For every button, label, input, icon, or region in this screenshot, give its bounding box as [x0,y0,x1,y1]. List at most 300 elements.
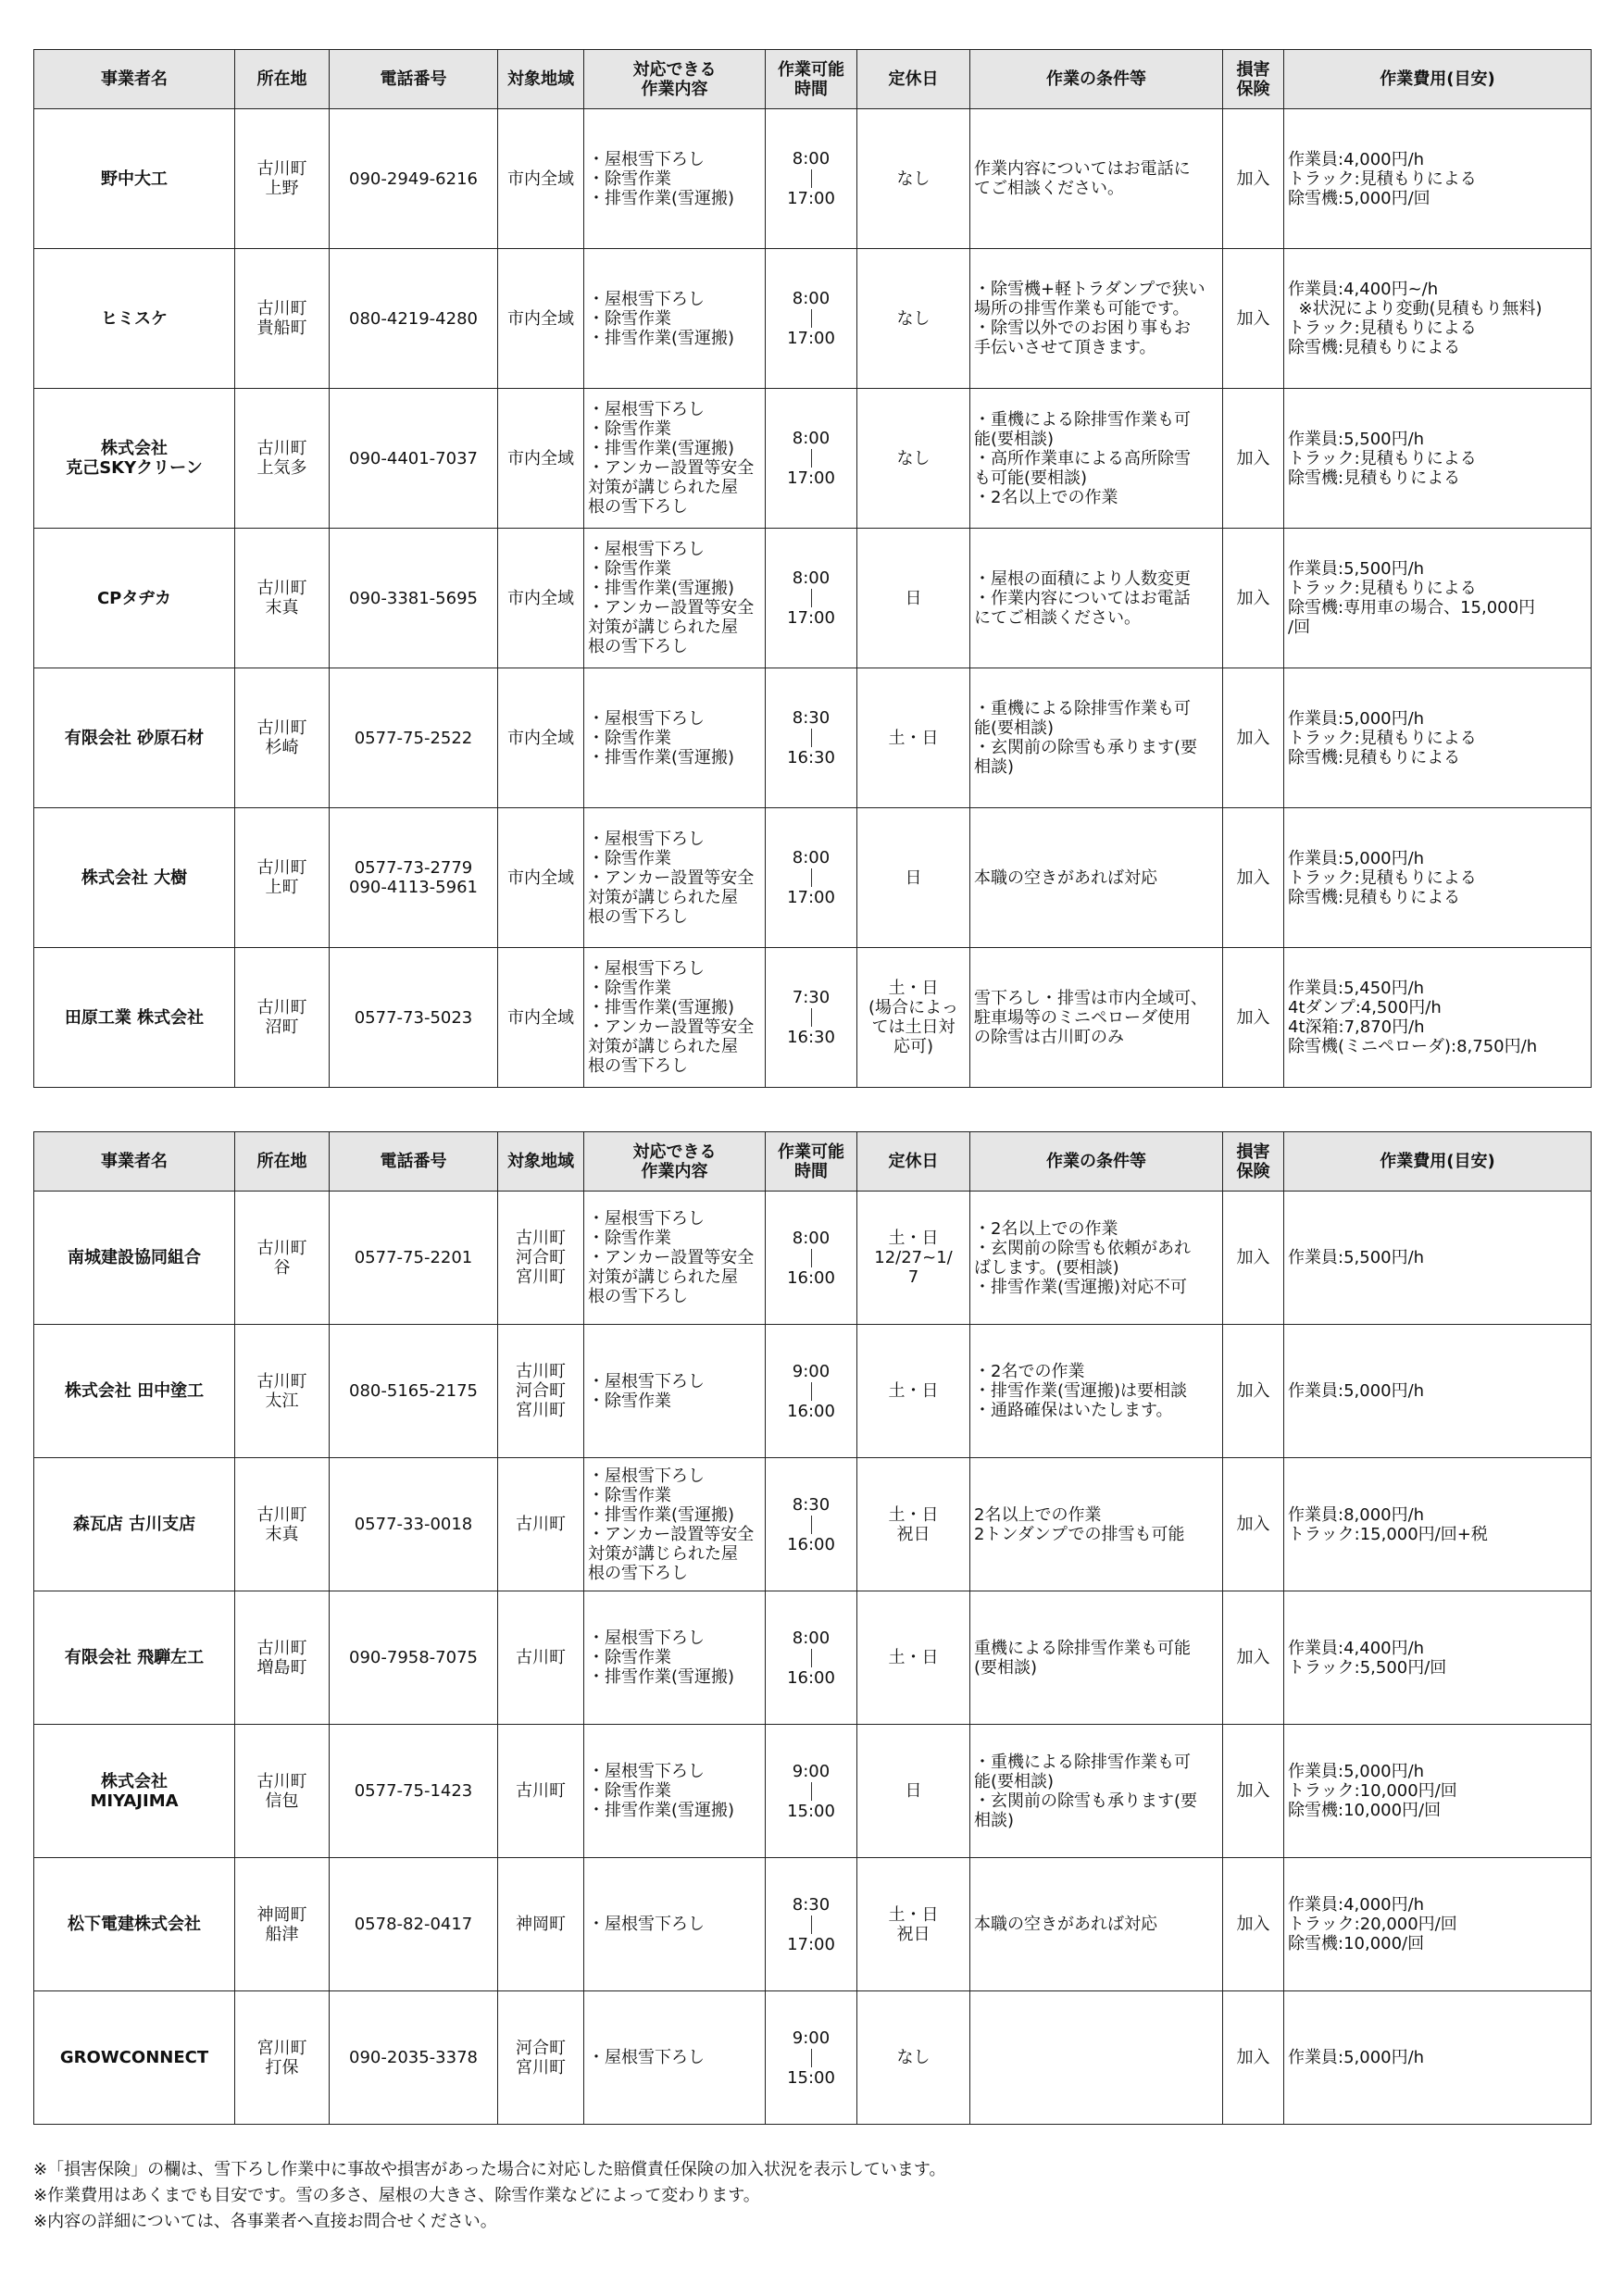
work-content [584,1725,766,1858]
working-hours [766,1458,857,1591]
header-holiday: 定休日 [857,50,970,109]
table-row [34,1591,1592,1725]
phone-number-line: 080-4219-4280 [349,308,478,329]
cost-estimate-line: トラック:5,500円/回 [1288,1657,1447,1678]
work-content [584,529,766,668]
business-name [34,249,235,389]
conditions-line: ・屋根の面積により人数変更 [974,568,1191,589]
hours-separator [811,309,812,328]
work-content-line: ・除雪作業 [588,728,671,748]
phone-number [330,808,498,948]
business-name [34,948,235,1088]
location-line: 宮川町 [256,2038,307,2058]
hours-end: 17:00 [787,608,835,628]
footnote: ※作業費用はあくまでも目安です。雪の多さ、屋根の大きさ、除雪作業などによって変わります。 [33,2186,760,2205]
work-content-line: ・アンカー設置等安全 [588,458,755,478]
service-area [498,109,584,249]
cost-estimate-line: ※状況により変動(見積もり無料) [1288,299,1543,318]
work-content-line: 根の雪下ろし [588,1563,688,1583]
header-conditions: 作業の条件等 [970,50,1223,109]
hours-separator [811,169,812,188]
work-content-line: 対策が講じられた屋 [588,1037,738,1056]
service-area [498,1725,584,1858]
location-line: 古川町 [256,1638,307,1658]
table-row [34,1458,1592,1591]
work-content-line: ・除雪作業 [588,419,671,439]
holiday-line: 日 [905,867,922,888]
cost-estimate-line: 除雪機(ミニペローダ):8,750円/h [1288,1037,1538,1056]
working-hours [766,529,857,668]
location [235,1991,330,2125]
hours-separator [811,1516,812,1534]
cost-estimate-line: 除雪機:5,000円/回 [1288,188,1430,208]
working-hours [766,1858,857,1991]
cost-estimate [1284,948,1592,1088]
header-location: 所在地 [235,50,330,109]
working-hours [766,109,857,249]
hours-end: 16:00 [787,1534,835,1554]
location-line: 末真 [265,598,299,618]
service-area-line: 宮川町 [516,2057,566,2078]
phone-number-line: 0577-73-5023 [354,1007,473,1028]
business-name [34,668,235,808]
hours-separator [811,449,812,468]
insurance-status: 加入 [1223,529,1284,668]
business-name [34,1858,235,1991]
working-hours [766,249,857,389]
cost-estimate-line: 作業員:5,000円/h [1288,2048,1425,2067]
hours-end: 16:30 [787,748,835,767]
hours-start: 9:00 [792,1761,831,1781]
cost-estimate [1284,109,1592,249]
business-name-line: 株式会社 [101,439,168,458]
phone-number-line: 0577-33-0018 [354,1515,473,1534]
cost-estimate-line: トラック:見積もりによる [1288,728,1477,748]
hours-end: 17:00 [787,1934,835,1954]
work-content-line: ・屋根雪下ろし [588,1371,705,1391]
location-line: 古川町 [256,1504,307,1525]
hours-start: 8:00 [792,848,831,867]
service-area-line: 古川町 [516,1515,566,1534]
cost-estimate [1284,1192,1592,1325]
table-row [34,1858,1592,1991]
holiday-line: なし [896,168,931,189]
location [235,1325,330,1458]
service-area [498,1325,584,1458]
work-content-line: ・除雪作業 [588,1391,671,1411]
hours-start: 8:00 [792,149,831,168]
hours-separator [811,1782,812,1801]
conditions-line: ・玄関前の除雪も承ります(要 [974,738,1198,757]
conditions [970,1858,1223,1991]
conditions-line: 本職の空きがあれば対応 [974,867,1157,888]
cost-estimate-line: 作業員:5,000円/h [1288,848,1425,868]
insurance-status: 加入 [1223,1325,1284,1458]
work-content [584,1458,766,1591]
location-line: 古川町 [256,159,307,179]
service-area-line: 古川町 [516,1229,566,1248]
location [235,668,330,808]
hours-end: 15:00 [787,1801,835,1821]
holiday-line: 祝日 [896,1924,931,1944]
working-hours [766,808,857,948]
work-content-line: ・屋根雪下ろし [588,959,705,979]
phone-number [330,1458,498,1591]
work-content-line: ・除雪作業 [588,848,671,868]
header-area: 対象地域 [498,50,584,109]
cost-estimate-line: 作業員:5,500円/h [1288,429,1425,449]
service-area-line: 河合町 [516,1381,566,1401]
work-content-line: ・屋根雪下ろし [588,1762,705,1781]
working-hours [766,1991,857,2125]
business-name [34,808,235,948]
phone-number [330,1591,498,1725]
work-content [584,249,766,389]
holiday-line: 土・日 [888,979,939,998]
location-line: 杉崎 [265,738,299,757]
work-content-line: 対策が講じられた屋 [588,478,738,497]
conditions-line: ・重機による除排雪作業も可 [974,699,1191,718]
phone-number-line: 0577-73-2779 [354,858,473,878]
phone-number [330,1858,498,1991]
location-line: 沼町 [265,1017,299,1037]
cost-estimate [1284,1458,1592,1591]
header-name: 事業者名 [34,50,235,109]
holiday-line: 日 [905,1781,922,1801]
work-content-line: ・除雪作業 [588,979,671,998]
business-name [34,1192,235,1325]
cost-estimate-line: トラック:見積もりによる [1288,318,1477,338]
business-name-line: 克己SKYクリーン [66,458,203,478]
cost-estimate-line: 除雪機:見積もりによる [1288,338,1461,357]
work-content-line: ・屋根雪下ろし [588,2048,705,2067]
business-name [34,1725,235,1858]
header-cost: 作業費用(目安) [1284,50,1592,109]
hours-start: 8:30 [792,708,831,728]
cost-estimate [1284,668,1592,808]
phone-number [330,1192,498,1325]
cost-estimate-line: 除雪機:見積もりによる [1288,747,1461,767]
holiday-line: 土・日 [888,1381,939,1401]
hours-start: 8:30 [792,1494,831,1515]
holiday-line: 応可) [893,1037,934,1056]
hours-end: 17:00 [787,189,835,208]
work-content-line: ・排雪作業(雪運搬) [588,1801,735,1820]
holiday [857,1192,970,1325]
location-line: 増島町 [256,1657,307,1678]
work-content-line: ・除雪作業 [588,1781,671,1801]
header-hours: 作業可能 時間 [766,1132,857,1192]
insurance-status: 加入 [1223,249,1284,389]
location-line: 船津 [265,1924,299,1944]
holiday-line: なし [896,308,931,329]
conditions-line: ・2名以上での作業 [974,487,1118,507]
location-line: 古川町 [256,299,307,318]
holiday-line: 土・日 [888,1648,939,1667]
table-body [34,109,1592,1088]
insurance-status: 加入 [1223,1591,1284,1725]
conditions-line: ・除雪以外でのお困り事もお [974,318,1191,338]
holiday [857,808,970,948]
conditions-line: 場所の排雪作業も可能です。 [974,299,1190,318]
conditions [970,1192,1223,1325]
hours-separator [811,1008,812,1027]
location-line: 信包 [265,1791,299,1811]
conditions-line: 手伝いさせて頂きます。 [974,338,1156,357]
work-content-line: 対策が講じられた屋 [588,1543,738,1564]
work-content-line: ・除雪作業 [588,559,671,579]
header-area: 対象地域 [498,1132,584,1192]
work-content [584,389,766,529]
holiday [857,948,970,1088]
conditions-line: にてご相談ください。 [974,607,1141,628]
conditions-line: 2トンダンプでの排雪も可能 [974,1524,1185,1544]
table-row [34,1192,1592,1325]
phone-number [330,948,498,1088]
cost-estimate [1284,529,1592,668]
service-area [498,1192,584,1325]
phone-number-line: 090-3381-5695 [349,588,478,608]
phone-number-line: 090-4113-5961 [349,878,478,897]
location-line: 上気多 [256,458,307,478]
conditions-line: ・排雪作業(雪運搬)は要相談 [974,1381,1188,1401]
business-name-line: 有限会社 飛騨左工 [64,1648,205,1667]
work-content-line: ・屋根雪下ろし [588,289,705,309]
holiday [857,249,970,389]
work-content-line: ・屋根雪下ろし [588,1628,705,1648]
work-content-line: ・排雪作業(雪運搬) [588,439,735,458]
conditions [970,249,1223,389]
table-row [34,948,1592,1088]
work-content [584,808,766,948]
conditions [970,529,1223,668]
work-content-line: ・屋根雪下ろし [588,1915,705,1934]
hours-separator [811,1649,812,1667]
cost-estimate-line: トラック:10,000円/回 [1288,1781,1457,1801]
location-line: 古川町 [256,858,307,878]
hours-end: 17:00 [787,329,835,348]
work-content [584,1192,766,1325]
cost-estimate [1284,808,1592,948]
work-content-line: ・除雪作業 [588,1485,671,1505]
phone-number [330,1725,498,1858]
holiday [857,668,970,808]
hours-end: 17:00 [787,888,835,907]
work-content-line: ・排雪作業(雪運搬) [588,328,735,348]
business-name-line: 松下電建株式会社 [68,1915,201,1934]
service-area-line: 市内全域 [507,728,574,748]
work-content-line: ・排雪作業(雪運搬) [588,188,735,208]
work-content-line: ・排雪作業(雪運搬) [588,998,735,1017]
hours-separator [811,589,812,607]
table-row [34,249,1592,389]
hours-start: 8:30 [792,1894,831,1915]
conditions-line: も可能(要相談) [974,468,1088,488]
business-name-line: ヒミスケ [101,308,168,329]
table-row [34,389,1592,529]
location [235,948,330,1088]
cost-estimate-line: 除雪機:10,000/回 [1288,1934,1425,1953]
location-line: 打保 [265,2057,299,2078]
footnote: ※内容の詳細については、各事業者へ直接お問合せください。 [33,2212,497,2231]
business-name [34,109,235,249]
business-name [34,1591,235,1725]
header-location: 所在地 [235,1132,330,1192]
hours-start: 8:00 [792,1228,831,1248]
conditions-line: ・玄関前の除雪も承ります(要 [974,1791,1198,1811]
service-area-line: 宮川町 [516,1267,566,1287]
hours-separator [811,868,812,887]
work-content-line: ・屋根雪下ろし [588,708,705,729]
phone-number-line: 0577-75-2201 [354,1248,473,1267]
conditions-line: 雪下ろし・排雪は市内全域可、 [974,988,1207,1008]
conditions [970,668,1223,808]
hours-end: 15:00 [787,2067,835,2088]
hours-separator [811,1249,812,1267]
holiday [857,529,970,668]
business-name-line: GROWCONNECT [59,2048,209,2067]
conditions [970,1325,1223,1458]
service-area [498,808,584,948]
conditions-line: ・重機による除排雪作業も可 [974,409,1191,430]
cost-estimate-line: トラック:15,000円/回+税 [1288,1524,1488,1544]
header-cost: 作業費用(目安) [1284,1132,1592,1192]
work-content-line: ・屋根雪下ろし [588,400,705,419]
location [235,389,330,529]
conditions-line: ・2名以上での作業 [974,1218,1118,1239]
cost-estimate-line: 作業員:4,400円/h [1288,1638,1425,1658]
phone-number [330,389,498,529]
service-area [498,1591,584,1725]
phone-number [330,1991,498,2125]
conditions-line: てご相談ください。 [974,179,1124,198]
hours-separator [811,1915,812,1934]
cost-estimate [1284,1991,1592,2125]
hours-start: 8:00 [792,429,831,448]
work-content-line: ・除雪作業 [588,1648,671,1667]
work-content-line: 根の雪下ろし [588,497,688,517]
cost-estimate [1284,389,1592,529]
service-area-line: 宮川町 [516,1401,566,1420]
cost-estimate-line: 除雪機:見積もりによる [1288,887,1461,907]
holiday [857,1991,970,2125]
hours-start: 7:30 [792,988,831,1007]
footnotes [33,2157,945,2235]
header-row [34,50,1592,109]
hours-end: 16:00 [787,1667,835,1688]
business-name-line: 田原工業 株式会社 [64,1007,205,1028]
work-content-line: ・アンカー設置等安全 [588,1524,755,1544]
working-hours [766,1192,857,1325]
header-row [34,1132,1592,1192]
business-name-line: 株式会社 大樹 [81,867,188,888]
working-hours [766,389,857,529]
cost-estimate-line: 作業員:4,000円/h [1288,1895,1425,1915]
table-header [34,50,1592,109]
hours-separator [811,729,812,747]
location [235,1591,330,1725]
hours-end: 16:00 [787,1401,835,1421]
work-content-line: ・除雪作業 [588,168,671,189]
work-content-line: ・屋根雪下ろし [588,149,705,169]
header-name: 事業者名 [34,1132,235,1192]
location [235,808,330,948]
insurance-status: 加入 [1223,1858,1284,1991]
holiday [857,109,970,249]
phone-number-line: 090-7958-7075 [349,1648,478,1667]
work-content-line: 根の雪下ろし [588,1056,688,1076]
work-content-line: ・アンカー設置等安全 [588,1017,755,1037]
conditions-line: 能(要相談) [974,1771,1055,1791]
cost-estimate-line: トラック:見積もりによる [1288,168,1477,189]
cost-estimate [1284,1591,1592,1725]
holiday [857,389,970,529]
location [235,1458,330,1591]
insurance-status: 加入 [1223,1458,1284,1591]
work-content-line: ・排雪作業(雪運搬) [588,1504,735,1525]
cost-estimate-line: トラック:見積もりによる [1288,867,1477,888]
work-content [584,109,766,249]
header-phone: 電話番号 [330,50,498,109]
hours-start: 9:00 [792,1361,831,1381]
work-content [584,1991,766,2125]
location-line: 上町 [265,878,299,897]
business-name [34,1991,235,2125]
conditions [970,109,1223,249]
holiday-line: 12/27~1/ [874,1248,953,1267]
conditions-line: ・重機による除排雪作業も可 [974,1752,1191,1772]
cost-estimate-line: 4tダンプ:4,500円/h [1288,998,1442,1017]
conditions-line: ・通路確保はいたします。 [974,1401,1173,1420]
work-content-line: ・屋根雪下ろし [588,829,705,849]
holiday [857,1325,970,1458]
conditions-line: の除雪は古川町のみ [974,1027,1124,1047]
hours-end: 16:00 [787,1267,835,1288]
business-name [34,1458,235,1591]
work-content [584,1325,766,1458]
conditions [970,1458,1223,1591]
hours-end: 16:30 [787,1028,835,1047]
hours-end: 17:00 [787,468,835,488]
working-hours [766,1591,857,1725]
work-content-line: ・屋根雪下ろし [588,1466,705,1486]
service-area-line: 市内全域 [507,588,574,608]
business-name-line: MIYAJIMA [90,1791,179,1811]
work-content [584,948,766,1088]
location-line: 神岡町 [256,1904,307,1925]
hours-start: 8:00 [792,568,831,588]
phone-number [330,668,498,808]
conditions [970,1725,1223,1858]
work-content-line: 根の雪下ろし [588,1287,688,1306]
holiday-line: 7 [907,1267,919,1287]
work-content-line: ・アンカー設置等安全 [588,867,755,888]
conditions [970,808,1223,948]
work-content-line: 対策が講じられた屋 [588,618,738,637]
insurance-status: 加入 [1223,668,1284,808]
holiday-line: 土・日 [888,1904,939,1925]
business-name [34,1325,235,1458]
work-content [584,1591,766,1725]
work-content-line: ・屋根雪下ろし [588,540,705,559]
phone-number [330,1325,498,1458]
cost-estimate-line: 作業員:5,000円/h [1288,1381,1425,1401]
conditions-line: ・玄関前の除雪も依頼があれ [974,1238,1191,1258]
header-hours: 作業可能 時間 [766,50,857,109]
service-area-line: 市内全域 [507,1007,574,1028]
header-insurance: 損害 保険 [1223,1132,1284,1192]
hours-start: 8:00 [792,1628,831,1648]
